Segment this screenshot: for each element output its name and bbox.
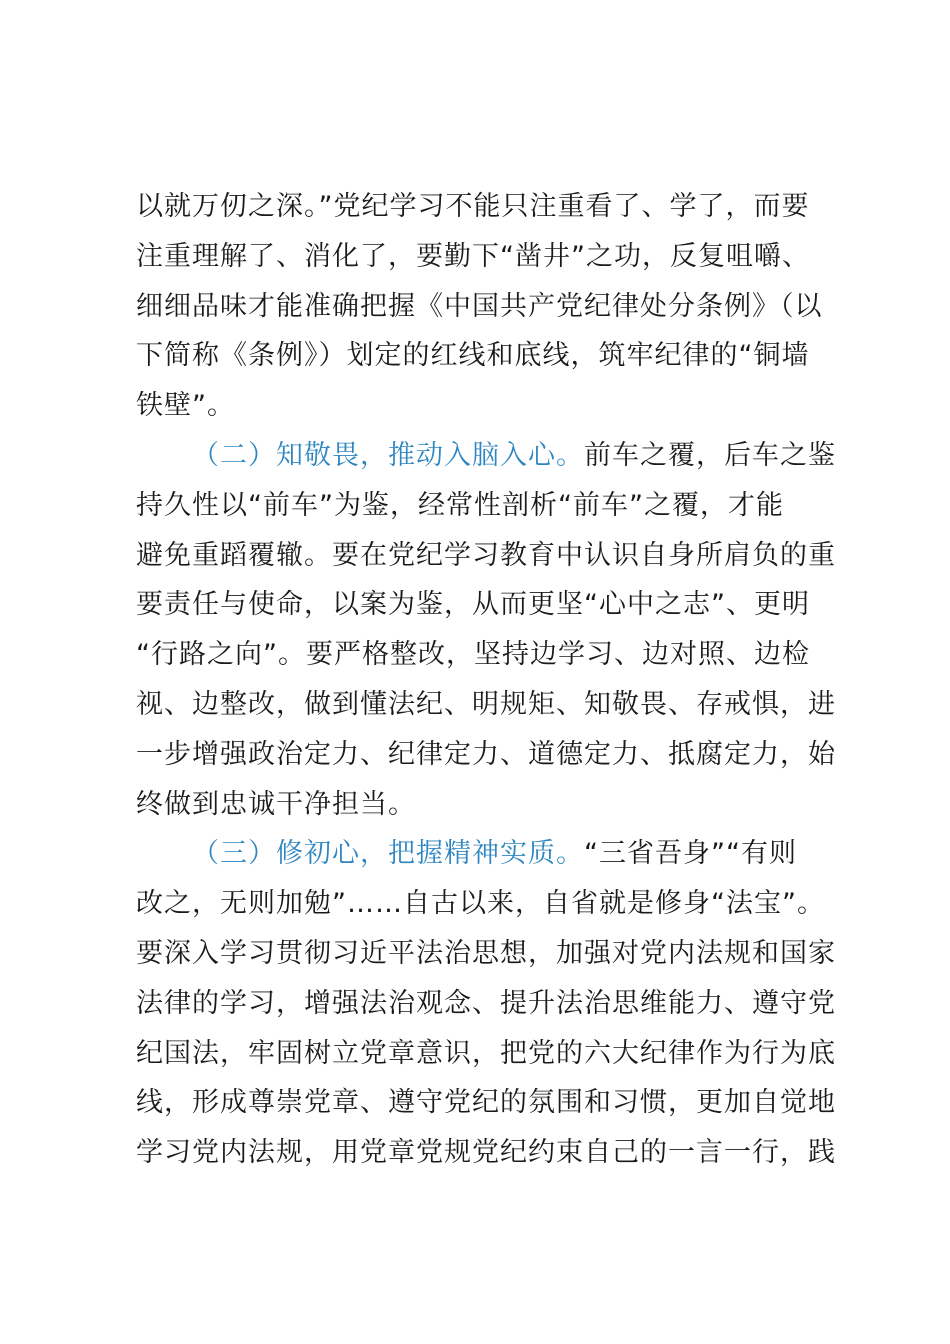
text-line: 法律的学习，增强法治观念、提升法治思维能力、遵守党 (136, 987, 836, 1019)
text-line: 改之，无则加勉”……自古以来，自省就是修身“法宝”。 (136, 888, 825, 920)
section-heading: （二）知敬畏，推动入脑入心。 (192, 439, 584, 471)
paragraph-1 (136, 182, 836, 431)
text-line: 要深入学习贯彻习近平法治思想，加强对党内法规和国家 (136, 937, 836, 969)
paragraph-first-line (136, 431, 836, 481)
text-line: 视、边整改，做到懂法纪、明规矩、知敬畏、存戒惧，进 (136, 688, 836, 720)
text-line: 学习党内法规，用党章党规党纪约束自己的一言一行，践 (136, 1137, 836, 1169)
text-line: 避免重蹈覆辙。要在党纪学习教育中认识自身所肩负的重 (136, 539, 836, 571)
paragraph-2 (136, 431, 836, 829)
section-heading: （三）修初心，把握精神实质。 (192, 838, 584, 870)
text-line: 纪国法，牢固树立党章意识，把党的六大纪律作为行为底 (136, 1037, 836, 1069)
document-body (136, 182, 836, 1178)
paragraph-3 (136, 829, 836, 1178)
text-run: 前车之覆，后车之鉴 (584, 439, 836, 471)
text-line: 细细品味才能准确把握《中国共产党纪律处分条例》（以 (136, 290, 823, 322)
text-line: 终做到忠诚干净担当。 (136, 788, 416, 820)
text-line: 注重理解了、消化了，要勤下“凿井”之功，反复咀嚼、 (136, 240, 810, 272)
text-line: 一步增强政治定力、纪律定力、道德定力、抵腐定力，始 (136, 738, 836, 770)
text-line: 以就万仞之深。”党纪学习不能只注重看了、学了，而要 (136, 191, 810, 222)
text-run: “三省吾身”“有则 (584, 838, 797, 870)
text-line: 线，形成尊崇党章、遵守党纪的氛围和习惯，更加自觉地 (136, 1087, 836, 1119)
text-line: 铁壁”。 (136, 390, 235, 422)
text-line: 要责任与使命，以案为鉴，从而更坚“心中之志”、更明 (136, 589, 810, 621)
text-line: 持久性以“前车”为鉴，经常性剖析“前车”之覆，才能 (136, 489, 784, 521)
paragraph-first-line (136, 829, 836, 879)
text-line: “行路之向”。要严格整改，坚持边学习、边对照、边检 (136, 639, 810, 671)
text-line: 下简称《条例》）划定的红线和底线，筑牢纪律的“铜墙 (136, 340, 810, 372)
